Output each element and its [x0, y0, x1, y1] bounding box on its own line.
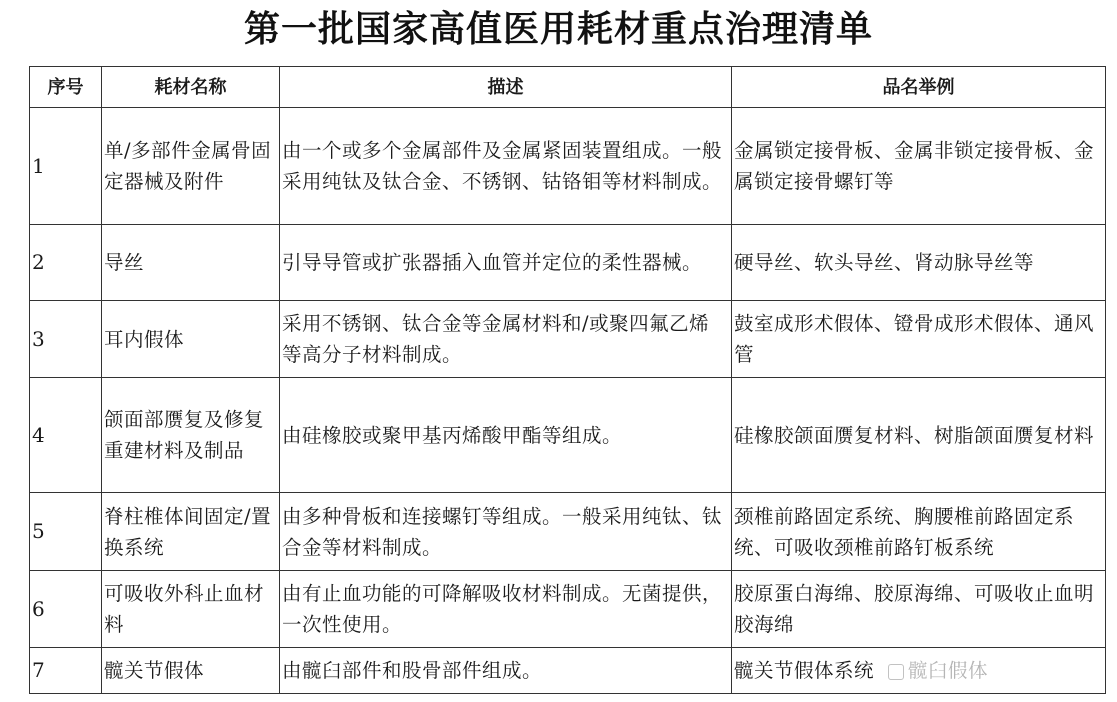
consumable-examples: 胶原蛋白海绵、胶原海绵、可吸收止血明胶海绵	[732, 571, 1106, 648]
table-row	[30, 571, 1106, 648]
consumable-description: 由硅橡胶或聚甲基丙烯酸甲酯等组成。	[280, 378, 732, 493]
table-header-row	[30, 67, 1106, 108]
header-name: 耗材名称	[102, 67, 280, 108]
watermark-logo-icon	[888, 664, 904, 680]
watermark	[888, 659, 988, 682]
table-row	[30, 225, 1106, 301]
consumable-examples: 鼓室成形术假体、镫骨成形术假体、通风管	[732, 301, 1106, 378]
example-text: 髋关节假体系统	[734, 659, 875, 682]
consumable-name: 髋关节假体	[102, 648, 280, 694]
table-row	[30, 301, 1106, 378]
consumable-examples: 金属锁定接骨板、金属非锁定接骨板、金属锁定接骨螺钉等	[732, 108, 1106, 225]
consumable-description: 采用不锈钢、钛合金等金属材料和/或聚四氟乙烯等高分子材料制成。	[280, 301, 732, 378]
row-number: 4	[30, 378, 102, 493]
table-row	[30, 493, 1106, 571]
consumable-name: 导丝	[102, 225, 280, 301]
header-examples: 品名举例	[732, 67, 1106, 108]
table-row	[30, 378, 1106, 493]
consumable-description: 由有止血功能的可降解吸收材料制成。无菌提供，一次性使用。	[280, 571, 732, 648]
consumable-description: 由一个或多个金属部件及金属紧固装置组成。一般采用纯钛及钛合金、不锈钢、钴铬钼等材料制成。	[280, 108, 732, 225]
consumable-examples: 颈椎前路固定系统、胸腰椎前路固定系统、可吸收颈椎前路钉板系统	[732, 493, 1106, 571]
row-number: 2	[30, 225, 102, 301]
table-row	[30, 648, 1106, 694]
page-title: 第一批国家高值医用耗材重点治理清单	[243, 9, 873, 50]
consumable-name: 耳内假体	[102, 301, 280, 378]
consumable-description: 引导导管或扩张器插入血管并定位的柔性器械。	[280, 225, 732, 301]
consumable-description: 由多种骨板和连接螺钉等组成。一般采用纯钛、钛合金等材料制成。	[280, 493, 732, 571]
header-no: 序号	[30, 67, 102, 108]
consumable-name: 脊柱椎体间固定/置换系统	[102, 493, 280, 571]
watermark-text: 髋臼假体	[908, 659, 989, 682]
row-number: 7	[30, 648, 102, 694]
row-number: 5	[30, 493, 102, 571]
consumables-table	[29, 66, 1106, 694]
row-number: 6	[30, 571, 102, 648]
row-number: 3	[30, 301, 102, 378]
consumable-examples	[732, 648, 1106, 694]
consumable-examples: 硬导丝、软头导丝、肾动脉导丝等	[732, 225, 1106, 301]
consumable-name: 颌面部赝复及修复重建材料及制品	[102, 378, 280, 493]
header-description: 描述	[280, 67, 732, 108]
consumable-description: 由髋臼部件和股骨部件组成。	[280, 648, 732, 694]
consumable-examples: 硅橡胶颌面赝复材料、树脂颌面赝复材料	[732, 378, 1106, 493]
consumable-name: 可吸收外科止血材料	[102, 571, 280, 648]
row-number: 1	[30, 108, 102, 225]
consumable-name: 单/多部件金属骨固定器械及附件	[102, 108, 280, 225]
table-row	[30, 108, 1106, 225]
